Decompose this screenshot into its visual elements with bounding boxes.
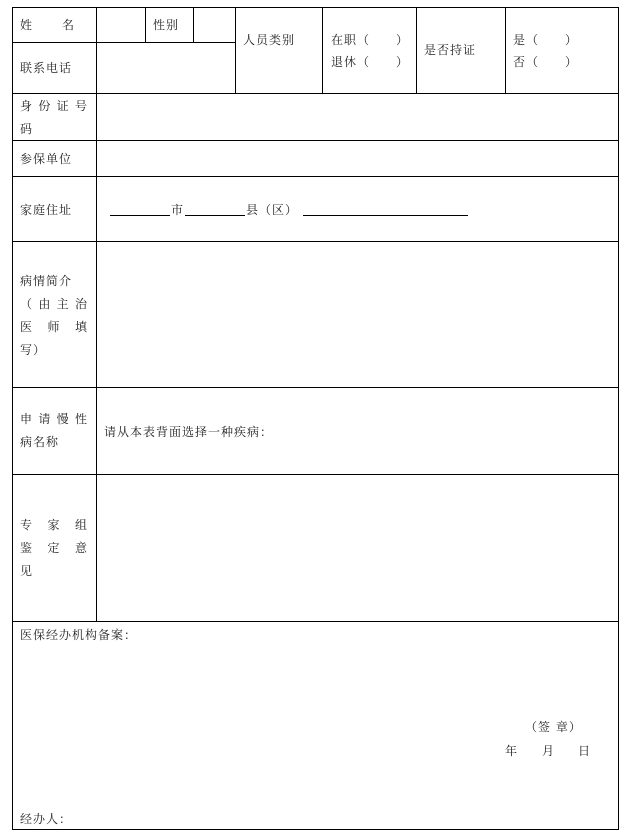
- certified-label: 是否持证: [424, 43, 477, 57]
- phone-label: 联系电话: [20, 61, 73, 75]
- border-left: [12, 7, 13, 830]
- illness-label-line-4: [20, 339, 88, 362]
- illness-label-text: 病情简介: [20, 274, 73, 288]
- id-label-line-1: [20, 95, 88, 118]
- divider-header-id: [12, 93, 619, 94]
- chronic-label-line-2: [20, 431, 88, 454]
- id-label-char: 证: [56, 99, 70, 113]
- expert-label-line-3: [20, 560, 88, 583]
- date-year: 年: [505, 744, 519, 758]
- date-month: 月: [542, 744, 556, 758]
- address-detail-blank: [303, 215, 468, 216]
- expert-opinion-label: [20, 514, 88, 583]
- chronic-label-char: 性: [74, 412, 88, 426]
- id-number-label: [20, 95, 88, 141]
- chronic-disease-label: [20, 408, 88, 454]
- chronic-label-char: 请: [38, 412, 52, 426]
- name-label: 姓 名: [20, 18, 77, 32]
- label-column-divider: [96, 7, 97, 622]
- illness-label-line-3: [20, 316, 88, 339]
- id-label-char: 码: [20, 122, 34, 136]
- illness-label-line-2: [20, 293, 88, 316]
- expert-label-char: 鉴: [20, 541, 34, 555]
- expert-label-line-1: [20, 514, 88, 537]
- divider-unit-address: [12, 176, 619, 177]
- county-text: 县（区）: [246, 203, 299, 217]
- yes-option: 是（ ）: [513, 33, 579, 47]
- illness-label-char: 治: [74, 297, 88, 311]
- divider-status-certified: [416, 7, 417, 94]
- agency-record-label: 医保经办机构备案：: [20, 628, 138, 642]
- id-label-char: 身: [20, 99, 34, 113]
- illness-label-char: 师: [47, 320, 61, 334]
- divider-chronic-expert: [12, 474, 619, 475]
- illness-label-line-1: [20, 270, 88, 293]
- border-top: [12, 7, 619, 8]
- retired-option: 退休（ ）: [331, 55, 410, 69]
- divider-name-phone: [12, 42, 235, 43]
- divider-name-gender: [145, 7, 146, 43]
- expert-label-char: 意: [74, 541, 88, 555]
- expert-label-char: 见: [20, 564, 34, 578]
- insured-unit-label: 参保单位: [20, 152, 73, 166]
- id-label-line-2: [20, 118, 88, 141]
- chronic-label-line-1: [20, 408, 88, 431]
- divider-address-illness: [12, 241, 619, 242]
- illness-label-char: （: [20, 297, 34, 311]
- in-service-option: 在职（ ）: [331, 33, 410, 47]
- category-label: 人员类别: [243, 33, 296, 47]
- border-bottom: [12, 829, 619, 830]
- address-label: 家庭住址: [20, 203, 73, 217]
- divider-category-status: [322, 7, 323, 94]
- handler-label: 经办人：: [20, 812, 73, 826]
- city-blank: [110, 215, 170, 216]
- no-option: 否（ ）: [513, 55, 579, 69]
- divider-gender-value: [193, 7, 194, 43]
- id-label-char: 份: [38, 99, 52, 113]
- expert-label-char: 定: [47, 541, 61, 555]
- expert-label-line-2: [20, 537, 88, 560]
- illness-label-char: 主: [56, 297, 70, 311]
- divider-expert-agency: [12, 621, 619, 622]
- city-text: 市: [171, 203, 185, 217]
- illness-summary-label: [20, 270, 88, 362]
- seal-text: （签 章）: [525, 720, 582, 734]
- date-day: 日: [578, 744, 592, 758]
- border-right: [618, 7, 619, 830]
- divider-certified-yesno: [505, 7, 506, 94]
- expert-label-char: 组: [74, 518, 88, 532]
- chronic-instruction: 请从本表背面选择一种疾病：: [104, 425, 274, 439]
- divider-illness-chronic: [12, 387, 619, 388]
- expert-label-char: 专: [20, 518, 34, 532]
- county-blank: [185, 215, 245, 216]
- illness-label-char: 填: [74, 320, 88, 334]
- chronic-label-char: 慢: [56, 412, 70, 426]
- illness-label-text: 写）: [20, 343, 47, 357]
- expert-label-char: 家: [47, 518, 61, 532]
- gender-label: 性别: [153, 18, 180, 32]
- id-label-char: 号: [74, 99, 88, 113]
- divider-id-unit: [12, 140, 619, 141]
- illness-label-char: 由: [38, 297, 52, 311]
- illness-label-char: 医: [20, 320, 34, 334]
- divider-gender-category: [235, 7, 236, 94]
- chronic-label-char: 申: [20, 412, 34, 426]
- chronic-label-text: 病名称: [20, 435, 60, 449]
